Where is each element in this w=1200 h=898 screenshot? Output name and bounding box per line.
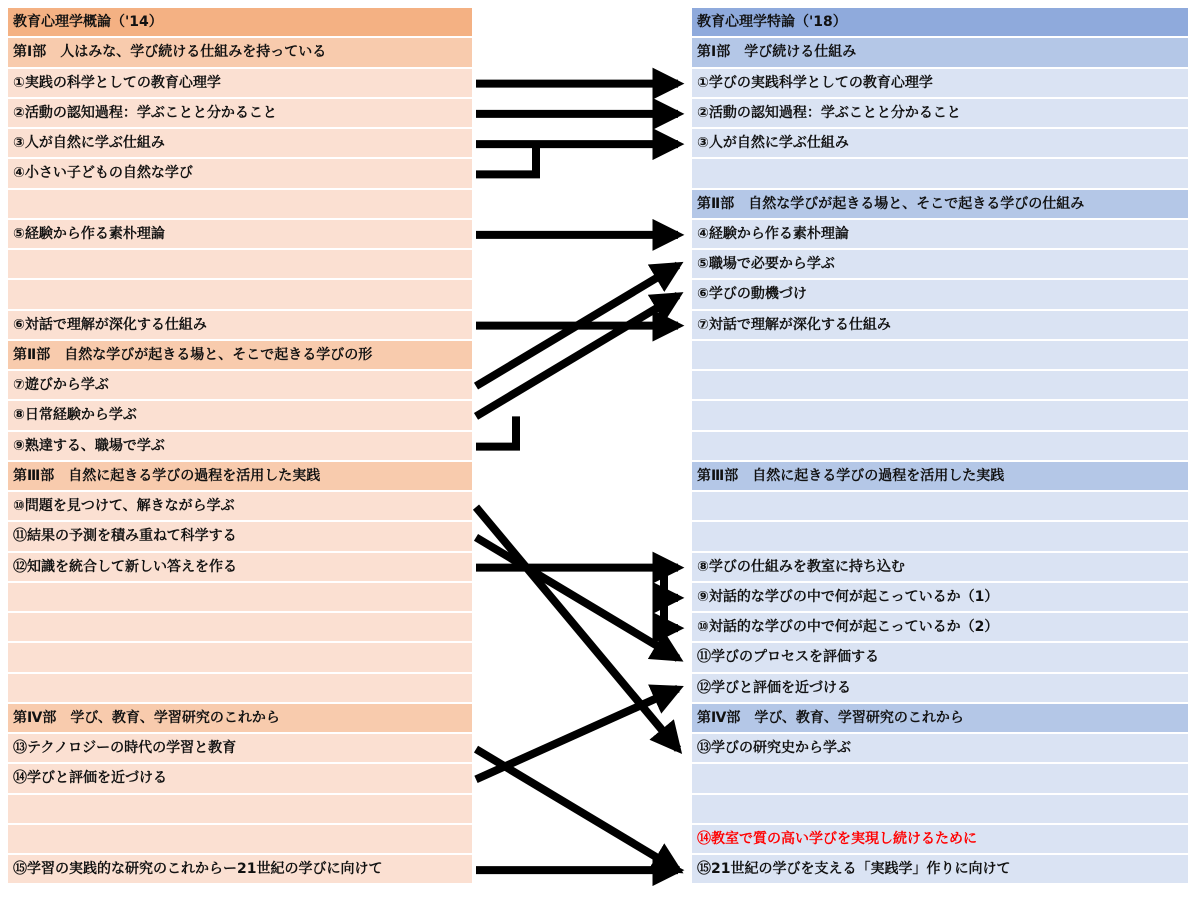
mapping-arrow bbox=[476, 507, 678, 749]
right-part-header: 第Ⅲ部 自然に起きる学びの過程を活用した実践 bbox=[692, 462, 1188, 492]
right-chapter-row: ⑪学びのプロセスを評価する bbox=[692, 643, 1188, 673]
mapping-arrow bbox=[476, 537, 678, 658]
right-part-header: 第Ⅰ部 学び続ける仕組み bbox=[692, 38, 1188, 68]
right-chapter-row: ⑬学びの研究史から学ぶ bbox=[692, 734, 1188, 764]
left-chapter-row: ④小さい子どもの自然な学び bbox=[8, 159, 472, 189]
left-chapter-row: ⑭学びと評価を近づける bbox=[8, 764, 472, 794]
left-chapter-row: ②活動の認知過程：学ぶことと分かること bbox=[8, 99, 472, 129]
right-part-header: 第Ⅱ部 自然な学びが起きる場と、そこで起きる学びの仕組み bbox=[692, 190, 1188, 220]
left-chapter-row: ⑥対話で理解が深化する仕組み bbox=[8, 311, 472, 341]
left-chapter-row: ⑩問題を見つけて、解きながら学ぶ bbox=[8, 492, 472, 522]
right-part-header: 第Ⅳ部 学び、教育、学習研究のこれから bbox=[692, 704, 1188, 734]
right-course-title: 教育心理学特論（'18） bbox=[692, 8, 1188, 38]
left-chapter-row: ⑧日常経験から学ぶ bbox=[8, 401, 472, 431]
right-chapter-row: ⑮21世紀の学びを支える「実践学」作りに向けて bbox=[692, 855, 1188, 885]
left-chapter-row: ⑦遊びから学ぶ bbox=[8, 371, 472, 401]
left-chapter-row: ⑪結果の予測を積み重ねて科学する bbox=[8, 522, 472, 552]
right-chapter-row: ⑥学びの動機づけ bbox=[692, 280, 1188, 310]
right-chapter-row: ⑫学びと評価を近づける bbox=[692, 674, 1188, 704]
right-chapter-row: ⑦対話で理解が深化する仕組み bbox=[692, 311, 1188, 341]
right-chapter-row: ⑩対話的な学びの中で何が起こっているか（2） bbox=[692, 613, 1188, 643]
left-part-header: 第Ⅰ部 人はみな、学び続ける仕組みを持っている bbox=[8, 38, 472, 68]
mapping-arrow bbox=[476, 295, 678, 416]
right-chapter-row: ⑨対話的な学びの中で何が起こっているか（1） bbox=[692, 583, 1188, 613]
merge-connector bbox=[476, 416, 516, 446]
right-chapter-row: ⑭教室で質の高い学びを実現し続けるために bbox=[692, 825, 1188, 855]
left-part-header: 第Ⅱ部 自然な学びが起きる場と、そこで起きる学びの形 bbox=[8, 341, 472, 371]
left-chapter-row: ③人が自然に学ぶ仕組み bbox=[8, 129, 472, 159]
left-chapter-row: ⑫知識を統合して新しい答えを作る bbox=[8, 553, 472, 583]
right-chapter-row: ⑧学びの仕組みを教室に持ち込む bbox=[692, 553, 1188, 583]
right-chapter-row: ③人が自然に学ぶ仕組み bbox=[692, 129, 1188, 159]
left-chapter-row: ①実践の科学としての教育心理学 bbox=[8, 69, 472, 99]
left-chapter-row: ⑨熟達する、職場で学ぶ bbox=[8, 432, 472, 462]
right-chapter-row: ④経験から作る素朴理論 bbox=[692, 220, 1188, 250]
left-course-title: 教育心理学概論（'14） bbox=[8, 8, 472, 38]
left-chapter-row: ⑮学習の実践的な研究のこれからー21世紀の学びに向けて bbox=[8, 855, 472, 885]
left-part-header: 第Ⅳ部 学び、教育、学習研究のこれから bbox=[8, 704, 472, 734]
mapping-arrow bbox=[476, 749, 678, 870]
merge-connector bbox=[476, 144, 536, 174]
left-chapter-row: ⑤経験から作る素朴理論 bbox=[8, 220, 472, 250]
right-chapter-row: ①学びの実践科学としての教育心理学 bbox=[692, 69, 1188, 99]
right-chapter-row: ⑤職場で必要から学ぶ bbox=[692, 250, 1188, 280]
left-chapter-row: ⑬テクノロジーの時代の学習と教育 bbox=[8, 734, 472, 764]
right-chapter-row: ②活動の認知過程：学ぶことと分かること bbox=[692, 99, 1188, 129]
left-part-header: 第Ⅲ部 自然に起きる学びの過程を活用した実践 bbox=[8, 462, 472, 492]
